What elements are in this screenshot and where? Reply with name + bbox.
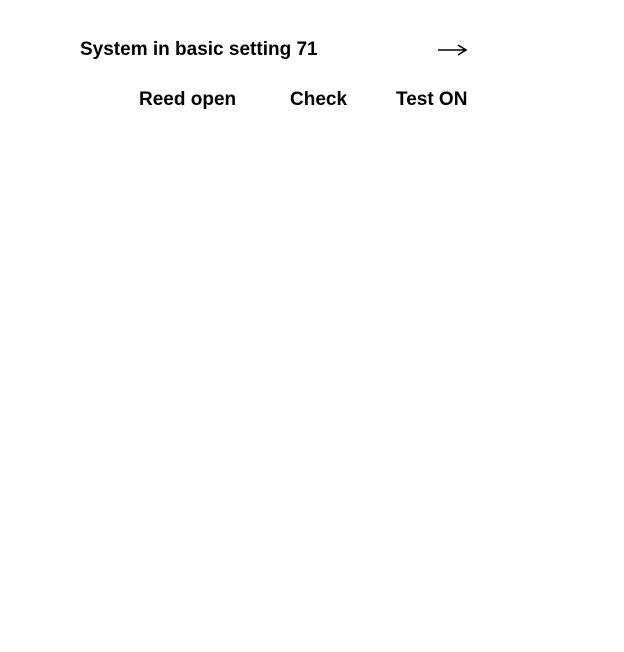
- softkey-reed-open[interactable]: Reed open: [139, 89, 237, 110]
- softkey-check[interactable]: Check: [290, 89, 348, 110]
- arrow-right-icon[interactable]: [436, 36, 470, 62]
- softkey-test-on[interactable]: Test ON: [396, 89, 468, 110]
- status-message: System in basic setting 71: [80, 39, 318, 60]
